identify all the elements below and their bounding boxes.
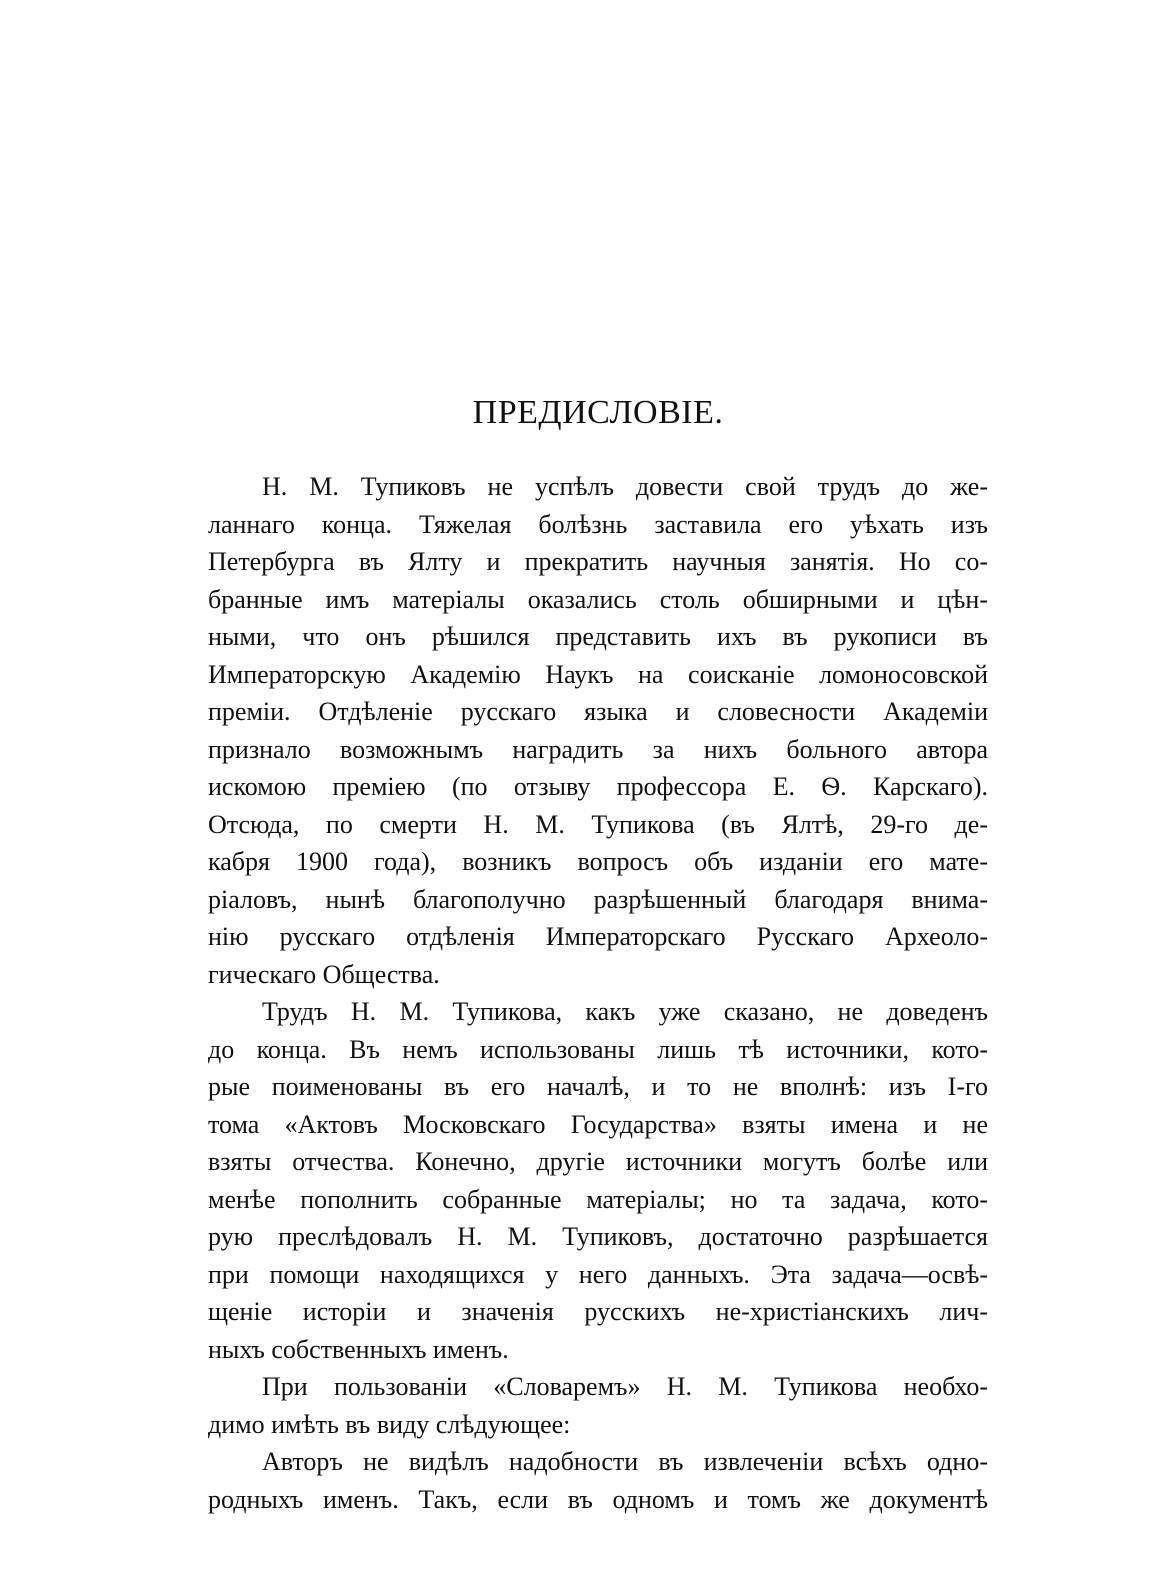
text-line: Трудъ Н. М. Тупикова, какъ уже сказано, не доведенъ — [262, 997, 988, 1026]
text-line: щеніе исторіи и значенія русскихъ не-христіанскихъ лич- — [208, 1297, 988, 1326]
text-line: Петербурга въ Ялту и прекратить научныя занятія. Но со- — [208, 547, 988, 576]
text-line: Н. М. Тупиковъ не успѣлъ довести свой трудъ до же- — [262, 472, 988, 501]
page-title: ПРЕДИСЛОВІЕ. — [472, 394, 724, 431]
text-line: менѣе пополнить собранные матеріалы; но та задача, кото- — [208, 1184, 988, 1214]
text-line: ными, что онъ рѣшился представить ихъ въ рукописи въ — [208, 622, 988, 651]
text-line: до конца. Въ немъ использованы лишь тѣ источники, кото- — [208, 1034, 988, 1064]
text-line: бранные имъ матеріалы оказались столь обширными и цѣн- — [208, 584, 988, 614]
text-line: гическаго Общества. — [208, 959, 440, 989]
text-line: Авторъ не видѣлъ надобности въ извлеченіи всѣхъ одно- — [262, 1447, 988, 1476]
text-line: родныхъ именъ. Такъ, если въ одномъ и томъ же документѣ — [208, 1484, 988, 1514]
body-text — [208, 468, 988, 1518]
text-line: При пользованіи «Словаремъ» Н. М. Тупикова необхо- — [262, 1372, 988, 1401]
text-line: искомою преміею (по отзыву профессора Е. Ѳ. Карскаго). — [208, 772, 988, 801]
text-line: Императорскую Академію Наукъ на соисканіе ломоносовской — [208, 659, 988, 689]
text-line: при помощи находящихся у него данныхъ. Эта задача—освѣ- — [208, 1259, 988, 1289]
text-line: рую преслѣдовалъ Н. М. Тупиковъ, достаточно разрѣшается — [208, 1222, 988, 1251]
text-line: взяты отчества. Конечно, другіе источники могутъ болѣе или — [208, 1147, 988, 1176]
text-line: рые поименованы въ его началѣ, и то не вполнѣ: изъ I-го — [208, 1072, 988, 1101]
text-line: признало возможнымъ наградить за нихъ больного автора — [208, 734, 988, 764]
text-line: ріаловъ, нынѣ благополучно разрѣшенный благодаря внима- — [208, 884, 988, 914]
text-line: димо имѣть въ виду слѣдующее: — [208, 1409, 571, 1439]
text-line: ныхъ собственныхъ именъ. — [208, 1334, 509, 1364]
text-line: ланнаго конца. Тяжелая болѣзнь заставила его уѣхать изъ — [208, 509, 988, 539]
text-line: кабря 1900 года), возникъ вопросъ объ изданіи его мате- — [208, 847, 988, 876]
text-line: тома «Актовъ Московскаго Государства» взяты имена и не — [208, 1109, 988, 1139]
text-line: преміи. Отдѣленіе русскаго языка и словесности Академіи — [208, 697, 988, 726]
text-line: нію русскаго отдѣленія Императорскаго Русскаго Археоло- — [208, 922, 988, 951]
text-line: Отсюда, по смерти Н. М. Тупикова (въ Ялтѣ, 29-го де- — [208, 809, 988, 839]
